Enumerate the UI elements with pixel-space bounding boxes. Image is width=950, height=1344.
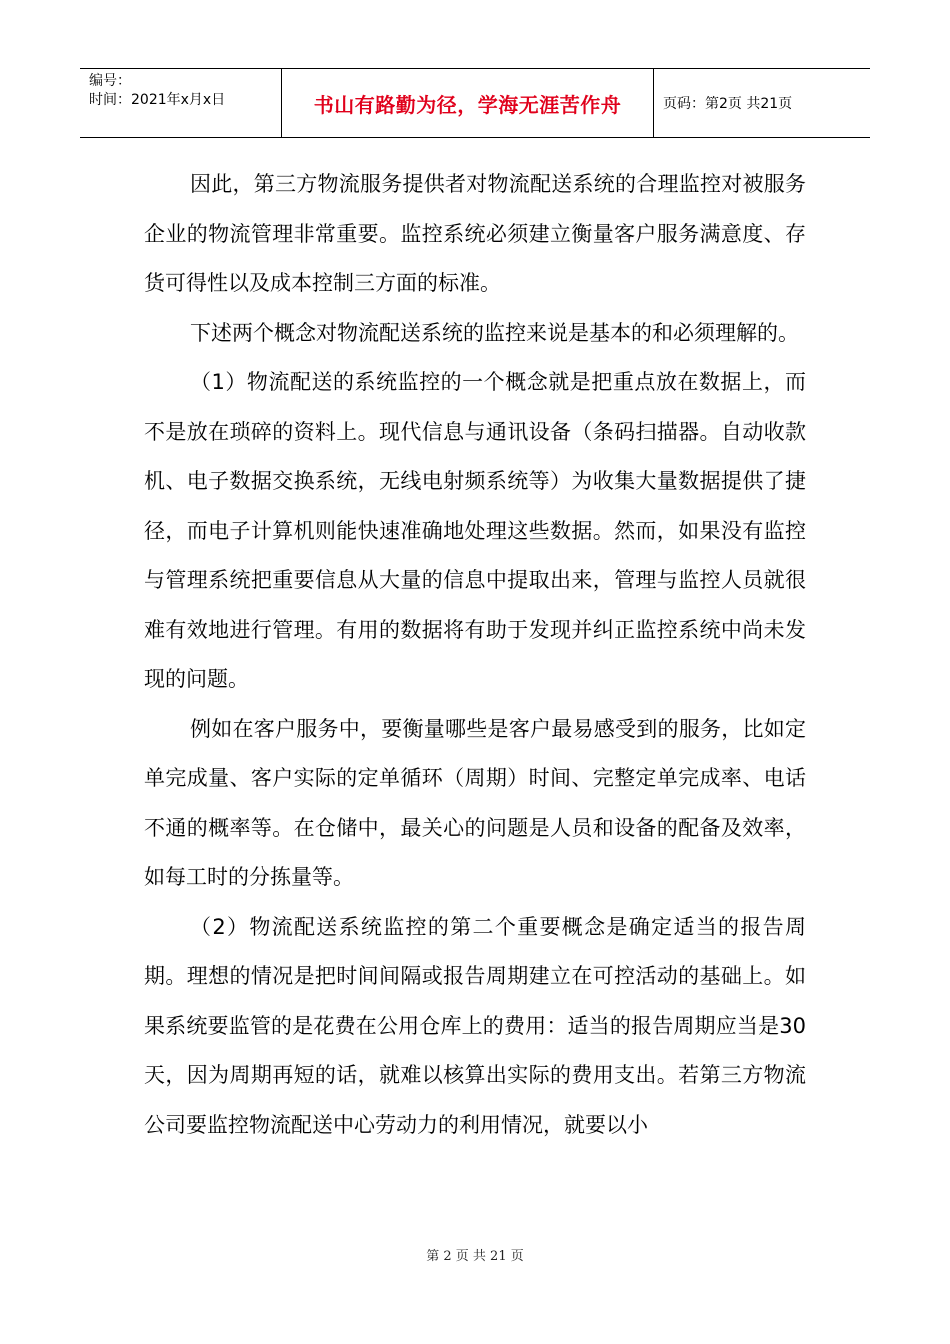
document-date-label: 时间：2021年x月x日 bbox=[89, 92, 226, 108]
document-body bbox=[144, 160, 806, 1150]
body-paragraph: 因此，第三方物流服务提供者对物流配送系统的合理监控对被服务企业的物流管理非常重要。监控系统必须建立衡量客户服务满意度、存货可得性以及成本控制三方面的标准。 bbox=[144, 172, 806, 295]
header-motto-cell bbox=[282, 69, 654, 137]
footer-page-number: 第 2 页 共 21 页 bbox=[426, 1249, 524, 1264]
header-page-cell bbox=[654, 69, 870, 137]
body-paragraph: （1）物流配送的系统监控的一个概念就是把重点放在数据上，而不是放在琐碎的资料上。现代信息与通讯设备（条码扫描器。自动收款机、电子数据交换系统，无线电射频系统等）为收集大量数据提供了捷径，而电子计算机则能快速准确地处理这些数据。然而，如果没有监控与管理系统把重要信息从大量的信息中提取出来，管理与监控人员就很难有效地进行管理。有用的数据将有助于发现并纠正监控系统中尚未发现的问题。 bbox=[144, 370, 806, 691]
header-motto: 书山有路勤为径，学海无涯苦作舟 bbox=[313, 92, 622, 117]
document-number-label: 编号： bbox=[89, 73, 131, 89]
body-paragraph: 下述两个概念对物流配送系统的监控来说是基本的和必须理解的。 bbox=[190, 320, 799, 345]
body-paragraph: （2）物流配送系统监控的第二个重要概念是确定适当的报告周期。理想的情况是把时间间隔或报告周期建立在可控活动的基础上。如果系统要监管的是花费在公用仓库上的费用：适当的报告周期应当是30天，因为周期再短的话，就难以核算出实际的费用支出。若第三方物流公司要监控物流配送中心劳动力的利用情况，就要以小 bbox=[144, 914, 806, 1137]
page-header bbox=[80, 68, 870, 138]
header-meta-cell bbox=[80, 69, 282, 137]
body-paragraph: 例如在客户服务中，要衡量哪些是客户最易感受到的服务，比如定单完成量、客户实际的定单循环（周期）时间、完整定单完成率、电话不通的概率等。在仓储中，最关心的问题是人员和设备的配备及效率，如每工时的分拣量等。 bbox=[144, 716, 806, 889]
header-page-info: 页码：第2页 共21页 bbox=[663, 96, 793, 112]
page-footer bbox=[0, 1245, 950, 1264]
